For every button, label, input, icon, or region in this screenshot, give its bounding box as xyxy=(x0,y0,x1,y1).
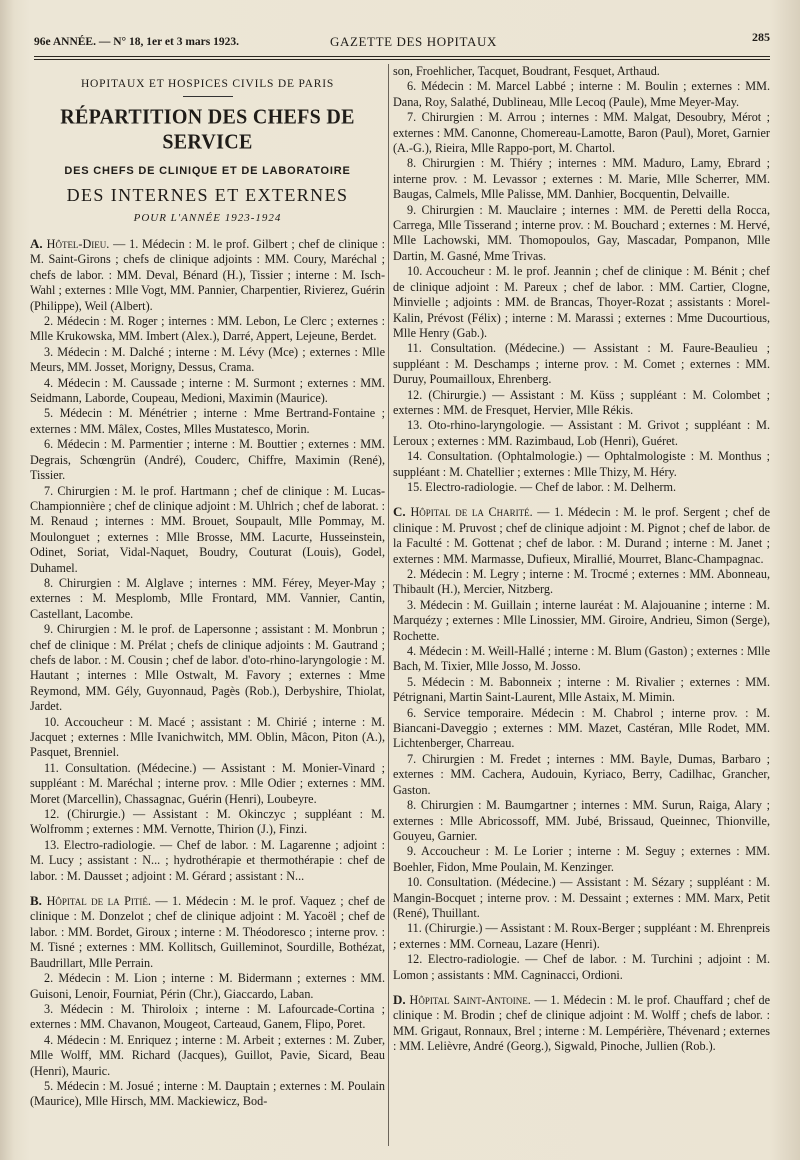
service-entry: 11. (Chirurgie.) — Assistant : M. Roux-Berger ; suppléant : M. Ehrenpreis ; externes : MM. Corneau, Lazare (Henri). xyxy=(393,921,770,951)
service-entry: 3. Médecin : M. Dalché ; interne : M. Lévy (Mce) ; externes : Mlle Meurs, MM. Josset, Morigny, Dessus, Crama. xyxy=(30,344,385,375)
right-column-body xyxy=(393,64,770,1055)
service-entry: 8. Chirurgien : M. Thiéry ; internes : MM. Maduro, Lamy, Ebrard ; interne prov. : M. Levassor ; externes : M. Marie, Mlle Scherrer, MM. Baugas, Calmels, Mlle Palisse, MM. Danhier, Bocquentin, Delvaille. xyxy=(393,156,770,202)
column-divider xyxy=(388,64,389,1146)
header-rule xyxy=(34,56,770,57)
service-entry: 5. Médecin : M. Babonneix ; interne : M. Rivalier ; externes : MM. Pétrignani, Martin Saint-Laurent, Mlle Astaix, M. Mimin. xyxy=(393,674,770,705)
section-hospital-name: Hôpital Saint-Antoine. xyxy=(409,992,531,1007)
header-rule-thin xyxy=(34,59,770,60)
service-entry: 10. Accoucheur : M. Macé ; assistant : M. Chirié ; interne : M. Jacquet ; externes : Mlle Ivanichwitch, MM. Oblin, Mâcon, Piton (A.), Pasquet, Brenniel. xyxy=(30,714,385,760)
service-entry: 6. Médecin : M. Parmentier ; interne : M. Bouttier ; externes : MM. Degrais, Schœngrün (André), Couderc, Chiffre, Maximin (René), Tissier. xyxy=(30,437,385,483)
service-entry: 13. Electro-radiologie. — Chef de labor. : M. Lagarenne ; adjoint : M. Lucy ; assistant : N... ; hydrothérapie et thermothérapie : chef de labor. : M. Dausset ; adjoint : M. Gérard ; assistant : N... xyxy=(30,837,385,883)
section-entry xyxy=(393,504,770,567)
section-letter: A. xyxy=(30,236,47,251)
service-entry: 3. Médecin : M. Guillain ; interne lauréat : M. Alajouanine ; interne : M. Marquézy ; externes : Mlle Linossier, MM. Giroire, Andrieu, Simon (Serge), Rochette. xyxy=(393,597,770,643)
service-entry: 12. (Chirurgie.) — Assistant : M. Küss ; suppléant : M. Colombet ; externes : MM. de Fresquet, Hervier, Mlle Rékis. xyxy=(393,387,770,417)
page-header xyxy=(34,30,770,54)
service-entry: son, Froehlicher, Tacquet, Boudrant, Fesquet, Arthaud. xyxy=(393,64,660,78)
journal-name: GAZETTE DES HOPITAUX xyxy=(330,34,497,49)
service-entry: 12. Electro-radiologie. — Chef de labor. : M. Turchini ; adjoint : M. Lomon ; assistants : MM. Cagninacci, Ordioni. xyxy=(393,952,770,982)
section-entry xyxy=(30,236,385,314)
right-column xyxy=(393,64,770,1148)
service-entry: 10. Consultation. (Médecine.) — Assistant : M. Sézary ; suppléant : M. Mangin-Bocquet ; interne prov. : M. Dessaint ; externes : MM. Marx, Petit (René), Thuillant. xyxy=(393,875,770,920)
service-entry: 13. Oto-rhino-laryngologie. — Assistant : M. Grivot ; suppléant : M. Leroux ; externes : MM. Razimbaud, Lob (Henri), Guéret. xyxy=(393,418,770,448)
service-entry: 8. Chirurgien : M. Baumgartner ; internes : MM. Surun, Raiga, Alary ; externes : Mlle Abricossoff, MM. Jubé, Brissaud, Queinnec, Thionville, Gouyeu, Garnier. xyxy=(393,798,770,843)
service-entry: 10. Accoucheur : M. le prof. Jeannin ; chef de clinique : M. Bénit ; chef de clinique adjoint : M. Pareux ; chef de labor. : MM. Cartier, Clogne, Minvielle ; adjoints : MM. de Brancas, Thoyer-Rozat ; assistants : Morel-Kalin, Prévost (Félix) ; interne : M. Marassi ; externes : Mme Ducourtious, Mlle Henry (Gab.). xyxy=(393,264,770,340)
service-entry: 9. Chirurgien : M. Mauclaire ; internes : MM. de Peretti della Rocca, Carrega, Mlle Tisserand ; interne prov. : M. Bouchard ; externes : M. Hervé, Mlle Lachowski, MM. Thomopoulos, Gay, Mascadar, Pompanon, Mlle Dartin, M. Gasné, Mme Trivas. xyxy=(393,202,770,263)
section-hospital-name: Hôpital de la Charité. xyxy=(410,505,533,520)
service-entry: 4. Médecin : M. Weill-Hallé ; interne : M. Blum (Gaston) ; externes : Mlle Bach, M. Tixier, Mlle Josso, M. Josso. xyxy=(393,644,770,674)
service-entry: 3. Médecin : M. Thiroloix ; interne : M. Lafourcade-Cortina ; externes : MM. Chavanon, Mougeot, Carteaud, Ganem, Flipo, Poret. xyxy=(30,1001,385,1032)
section-entry xyxy=(30,893,385,971)
section-text: — 1. Médecin : M. le prof. Sergent ; chef de clinique : M. Pruvost ; chef de clinique adjoint : M. Pignot ; chef de labor. de la Faculté : M. Gottenat ; chef de labor. : M. Durand ; interne : M. Janet ; externes : MM. Marmasse, Dufieux, Mirallié, Mourret, Blanc-Champagnac. xyxy=(393,505,770,566)
section-letter: B. xyxy=(30,893,47,909)
service-entry: 9. Accoucheur : M. Le Lorier ; interne : M. Seguy ; externes : MM. Boehler, Fidon, Mme Poulain, M. Kenzinger. xyxy=(393,844,770,874)
service-entry: 7. Chirurgien : M. Arrou ; internes : MM. Malgat, Desoubry, Mérot ; externes : MM. Canonne, Chomereau-Lamotte, Baron (Paul), Moret, Garnier (A.-G.), Rieira, Mlle Rappo-port, M. Chartol. xyxy=(393,110,770,156)
service-entry: 5. Médecin : M. Ménétrier ; interne : Mme Bertrand-Fontaine ; externes : MM. Mâlex, Costes, Mlles Mustatesco, Morin. xyxy=(30,406,385,436)
service-entry: 2. Médecin : M. Lion ; interne : M. Bidermann ; externes : MM. Guisoni, Lenoir, Fourniat, Périn (Chr.), Giaccardo, Laban. xyxy=(30,971,385,1001)
left-column-body xyxy=(30,236,385,1110)
service-entry: 7. Chirurgien : M. le prof. Hartmann ; chef de clinique : M. Lucas-Championnière ; chef de clinique adjoint : M. Uhlrich ; chef de laborat. : M. Renaud ; internes : MM. Brouet, Soupault, Mlle Pommay, M. Moulonguet ; externes : Mlle Brosse, MM. Lacurte, Husseinstein, Odinet, Soriat, Vidal-Naquet, Boudry, Couturat (Louis), Godel, Duhamel. xyxy=(30,483,385,575)
kicker-rule xyxy=(183,96,233,97)
service-entry: 14. Consultation. (Ophtalmologie.) — Ophtalmologiste : M. Monthus ; suppléant : M. Chatellier ; externes : Mlle Thizy, M. Héry. xyxy=(393,449,770,479)
service-entry: 2. Médecin : M. Roger ; internes : MM. Lebon, Le Clerc ; externes : Mlle Krukowska, MM. Imbert (Alex.), Darré, Appert, Lejeune, Berdet. xyxy=(30,314,385,344)
service-entry: 9. Chirurgien : M. le prof. de Lapersonne ; assistant : M. Monbrun ; chef de clinique : M. Prélat ; chefs de clinique adjoints : M. Gautrand ; chefs de labor. : M. Cousin ; chef de labor. d'oto-rhino-laryngologie : M. Hautant ; internes : Mlle Ostwalt, M. Favory ; externes : Mme Reymond, MM. Gély, Guyonnaud, Pagès (Rob.), Derbyshire, Thiolat, Jardet. xyxy=(30,622,385,714)
issue-info: 96e ANNÉE. — N° 18, 1er et 3 mars 1923. xyxy=(34,36,239,48)
service-entry: 6. Service temporaire. Médecin : M. Chabrol ; interne prov. : M. Biancani-Daveggio ; externes : MM. Mazet, Castéran, Mlle Rodet, MM. Lichtenberger, Charreau. xyxy=(393,705,770,751)
section-entry xyxy=(393,992,770,1055)
section-text: — 1. Médecin : M. le prof. Chauffard ; chef de clinique : M. Brodin ; chef de clinique adjoint : M. Wolff ; chefs de labor. : MM. Grigaut, Ronnaux, Brel ; interne : M. Lempérière, Thévenard ; externes : MM. Lelièvre, André (Georg.), Sigwald, Pinoche, Jullien (Rob.). xyxy=(393,992,770,1054)
article-title: RÉPARTITION DES CHEFS DE SERVICE xyxy=(60,105,355,154)
section-text: — 1. Médecin : M. le prof. Gilbert ; chef de clinique : M. Saint-Girons ; chefs de clinique adjoints : MM. Coury, Maréchal ; chefs de labor. : MM. Deval, Bénard (H.), Tissier ; interne : M. Isch-Wahl ; externes : Mlle Vogt, MM. Pannier, Charpentier, Rivierez, Guérin (Philippe), Weil (Albert). xyxy=(30,237,385,313)
article-year: POUR L'ANNÉE 1923-1924 xyxy=(133,212,282,224)
article-kicker: HOPITAUX ET HOSPICES CIVILS DE PARIS xyxy=(80,78,335,90)
section-hospital-name: Hôtel-Dieu. xyxy=(46,237,110,251)
service-entry: 8. Chirurgien : M. Alglave ; internes : MM. Férey, Meyer-May ; externes : M. Mesplomb, Mlle Frontard, MM. Vannier, Cantin, Castellant, Lacombe. xyxy=(30,575,385,621)
section-hospital-name: Hôpital de la Pitié. xyxy=(46,894,151,909)
service-entry: 7. Chirurgien : M. Fredet ; internes : MM. Bayle, Dumas, Barbaro ; externes : MM. Cachera, Audouin, Kyriaco, Berry, Cadilhac, Grancher, Gaston. xyxy=(393,751,770,797)
service-entry: 5. Médecin : M. Josué ; interne : M. Dauptain ; externes : M. Poulain (Maurice), Mlle Hirsch, MM. Mackiewicz, Bod- xyxy=(30,1078,385,1109)
service-entry: 6. Médecin : M. Marcel Labbé ; interne : M. Boulin ; externes : MM. Dana, Roy, Salathé, Dublineau, Mlle Lecoq (Paule), Mme Meyer-May. xyxy=(393,79,770,109)
service-entry: 11. Consultation. (Médecine.) — Assistant : M. Faure-Beaulieu ; suppléant : M. Deschamps ; interne prov. : M. Comet ; externes : MM. Duruy, Poumailloux, Ehrenberg. xyxy=(393,341,770,387)
service-entry: 12. (Chirurgie.) — Assistant : M. Okinczyc ; suppléant : M. Wolfromm ; externes : MM. Vernotte, Thirion (J.), Finzi. xyxy=(30,807,385,837)
service-entry: 15. Electro-radiologie. — Chef de labor. : M. Delherm. xyxy=(407,479,677,494)
section-letter: D. xyxy=(393,991,410,1007)
left-column xyxy=(30,64,385,1148)
section-letter: C. xyxy=(393,504,411,520)
page-number: 285 xyxy=(752,30,770,44)
service-entry: 2. Médecin : M. Legry ; interne : M. Trocmé ; externes : MM. Abonneau, Thibault (H.), Mercier, Nitzberg. xyxy=(393,567,770,597)
service-entry: 4. Médecin : M. Enriquez ; interne : M. Arbeit ; externes : M. Zuber, Mlle Wolff, MM. Richard (Jacques), Guillot, Pavie, Sicard, Beau (Henri), Mauric. xyxy=(30,1032,385,1078)
article-subtitle: DES CHEFS DE CLINIQUE ET DE LABORATOIRE xyxy=(64,165,351,177)
article-subtitle-2: DES INTERNES ET EXTERNES xyxy=(66,185,349,205)
service-entry: 11. Consultation. (Médecine.) — Assistant : M. Monier-Vinard ; suppléant : M. Maréchal ; interne prov. : Mlle Odier ; externes : MM. Moret (Marcellin), Chassagnac, Guérin (Henri), Loubeyre. xyxy=(30,760,385,806)
service-entry: 4. Médecin : M. Caussade ; interne : M. Surmont ; externes : MM. Seidmann, Laborde, Coupeau, Medioni, Maximin (Maurice). xyxy=(30,375,385,406)
section-text: — 1. Médecin : M. le prof. Vaquez ; chef de clinique : M. Donzelot ; chef de clinique adjoint : M. Yacoël ; chef de labor. : MM. Bordet, Giroux ; interne : M. Théodoresco ; interne prov. : M. Tisné ; externes : MM. Kollitsch, Guilleminot, Sourdille, Bothézat, Baudrillart, Mlle Perrain. xyxy=(30,894,385,970)
